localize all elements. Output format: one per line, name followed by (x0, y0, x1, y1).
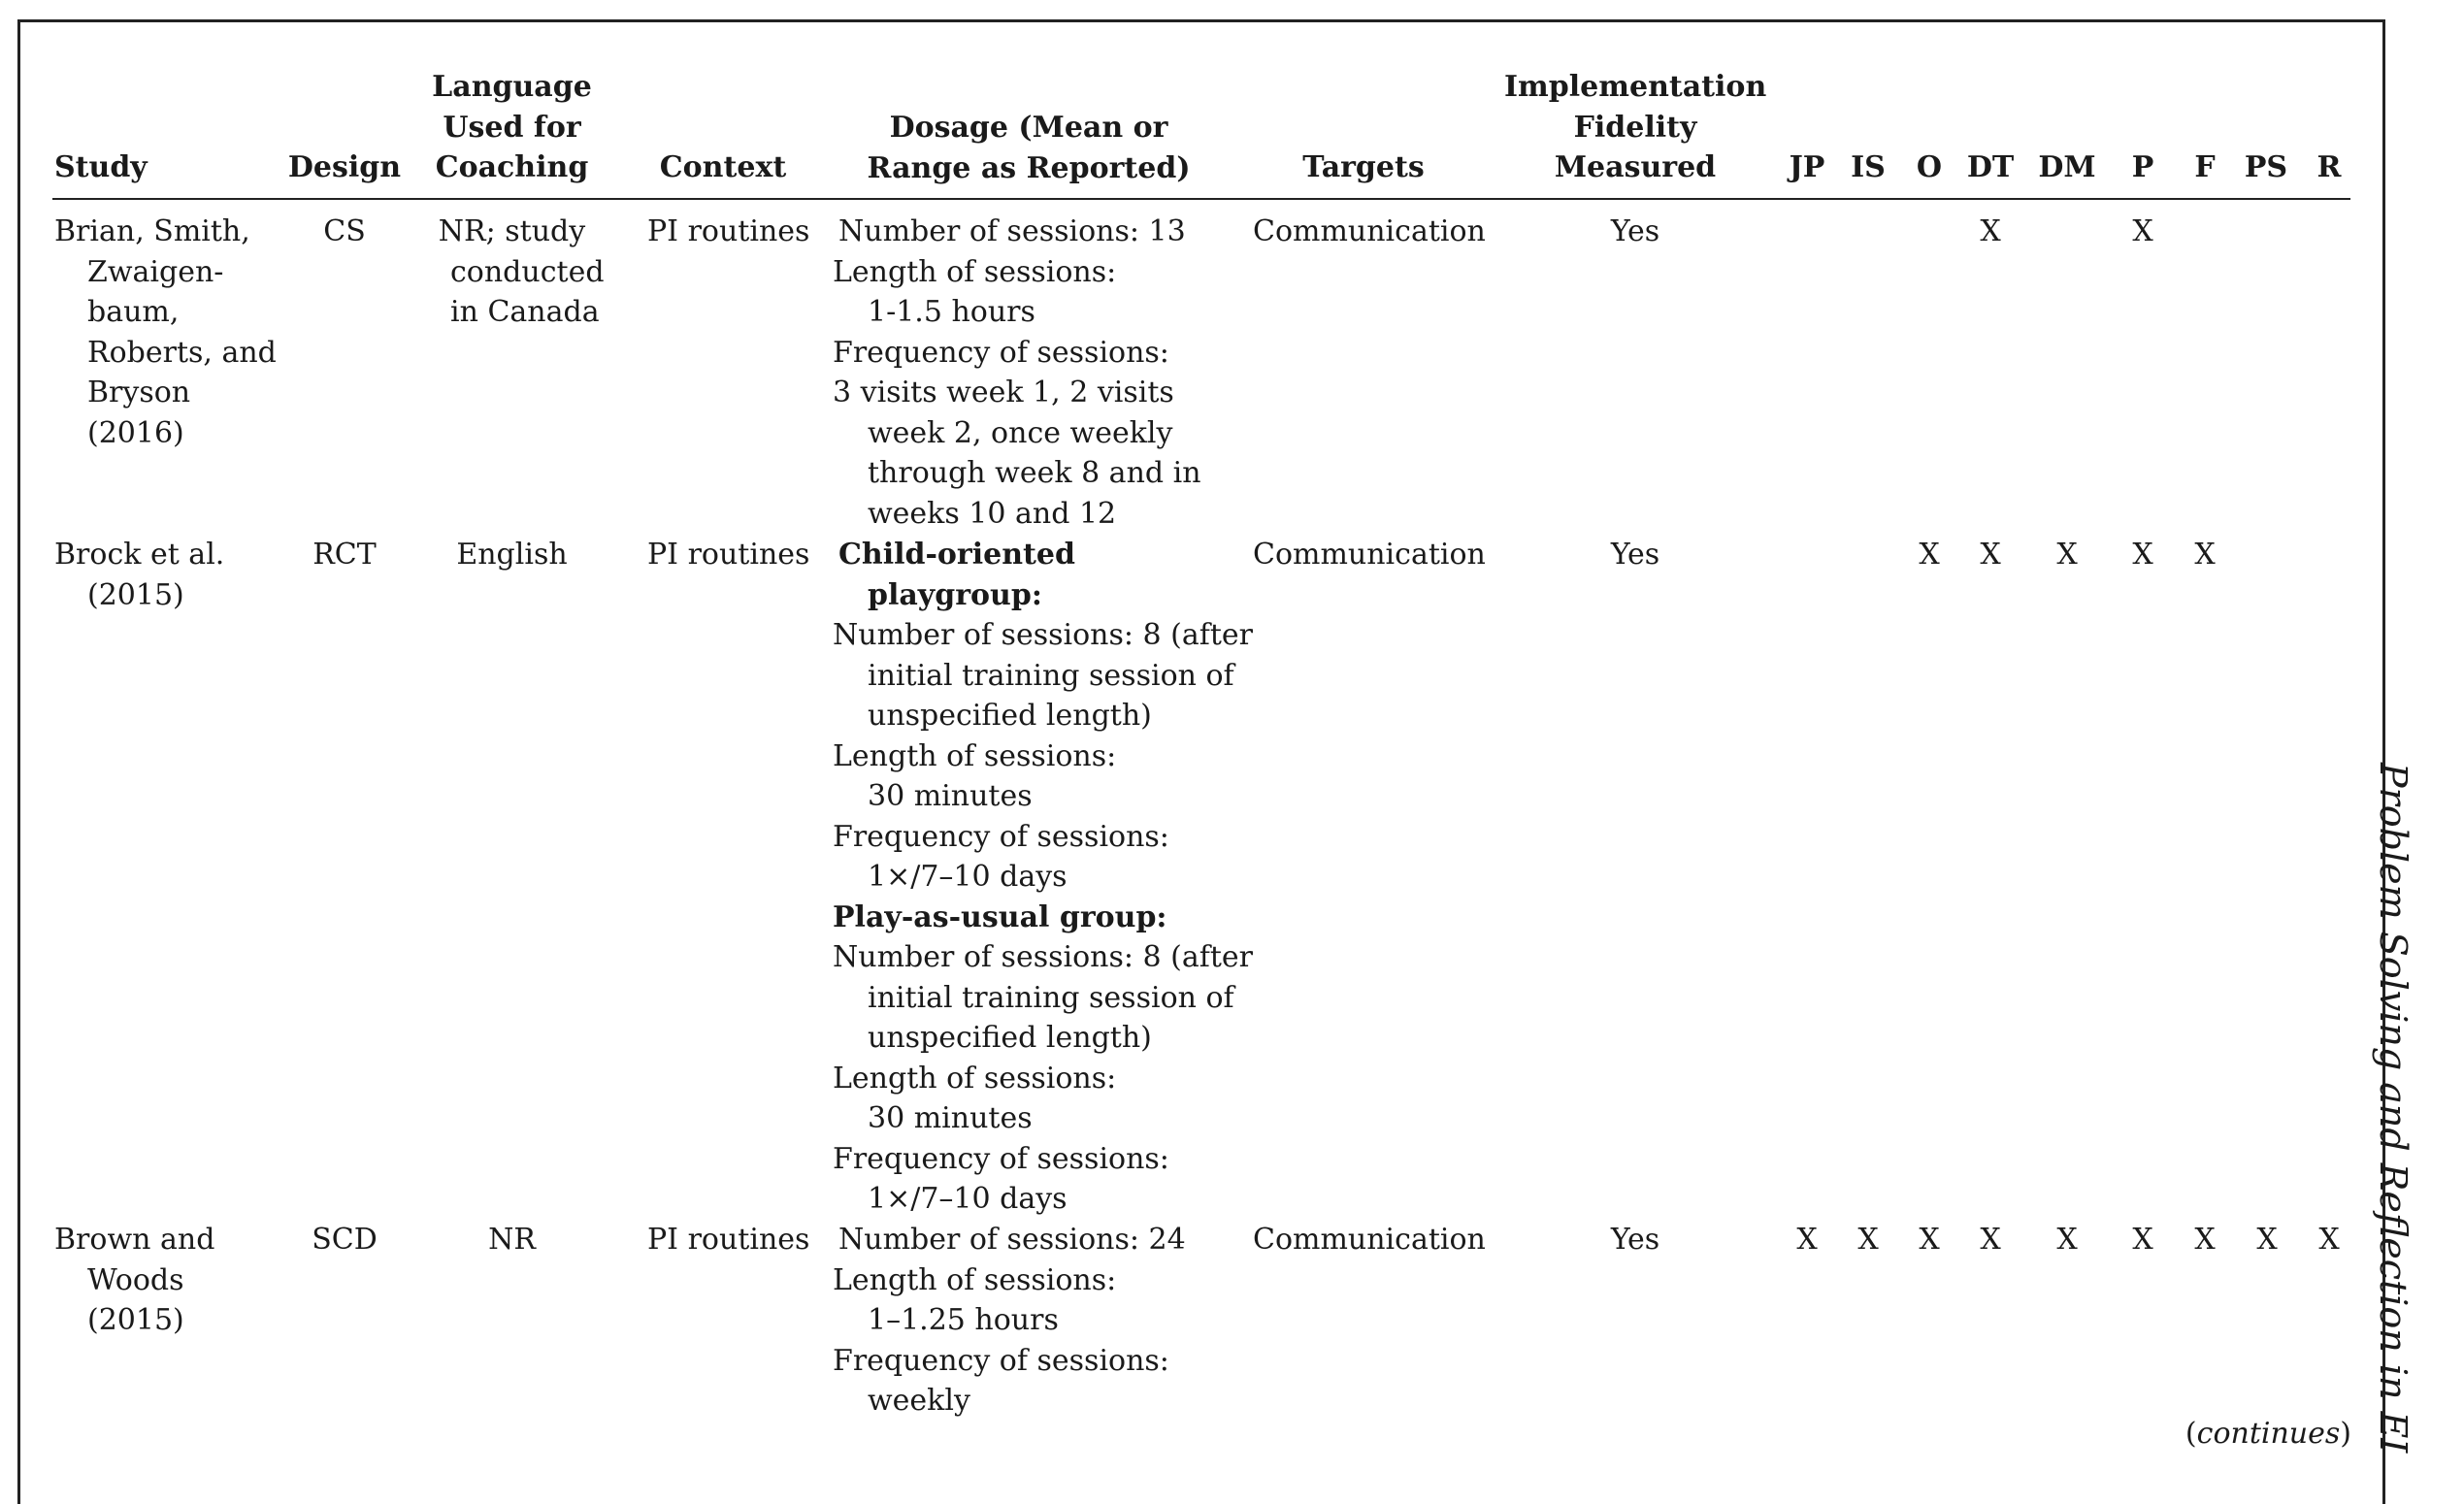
dosage-line: 1-1.5 hours (868, 295, 1035, 329)
targets-cell: Communication (1253, 538, 1486, 572)
study-cell (54, 535, 224, 615)
language-line: conducted (450, 254, 605, 289)
header-language-line: Coaching (435, 150, 589, 184)
header-p: P (2131, 150, 2154, 184)
language-cell: NR (488, 1223, 536, 1257)
mark-p: X (2132, 538, 2153, 572)
dosage-line: initial training session of (868, 658, 1234, 693)
design-cell: SCD (312, 1223, 378, 1257)
mark-dm: X (2056, 1223, 2078, 1257)
continues-note: (continues) (2185, 1417, 2351, 1451)
dosage-line: 1×/7–10 days (868, 1182, 1068, 1216)
header-dm: DM (2038, 150, 2096, 184)
dosage-line: initial training session of (868, 980, 1234, 1015)
mark-f: X (2194, 1223, 2216, 1257)
header-study: Study (54, 150, 148, 184)
dosage-line: weekly (868, 1384, 970, 1418)
header-is: IS (1851, 150, 1886, 184)
header-jp: JP (1789, 150, 1825, 184)
mark-o: X (1919, 538, 1940, 572)
dosage-line: week 2, once weekly (868, 415, 1173, 450)
running-head: Problem Solving and Reflection in EI (2372, 763, 2415, 1454)
dosage-line: unspecified length) (868, 1021, 1152, 1055)
mark-dt: X (1980, 1223, 2001, 1257)
dosage-cell (833, 1220, 1186, 1422)
header-dosage-line: Dosage (Mean or (889, 111, 1168, 145)
study-cell (54, 212, 277, 453)
dosage-line: unspecified length) (868, 699, 1152, 733)
study-line: baum, (87, 295, 180, 329)
dosage-line: Number of sessions: 8 (after (833, 618, 1253, 652)
header-fidelity-line: Fidelity (1573, 110, 1697, 145)
header-context: Context (659, 150, 787, 184)
study-line: Brown and (54, 1223, 215, 1257)
mark-p: X (2132, 1223, 2153, 1257)
dosage-line: 30 minutes (868, 779, 1033, 813)
dosage-line: Length of sessions: (833, 738, 1117, 773)
dosage-line: 1×/7–10 days (868, 860, 1068, 894)
study-line: (2015) (87, 577, 184, 612)
header-rule (52, 198, 2350, 200)
dosage-line: 3 visits week 1, 2 visits (833, 376, 1174, 409)
header-targets: Targets (1302, 150, 1425, 184)
header-fidelity-line: Measured (1554, 150, 1717, 184)
header-dosage (854, 108, 1203, 188)
dosage-line: through week 8 and in (868, 456, 1201, 490)
language-cell (427, 212, 605, 333)
header-fidelity (1504, 67, 1766, 188)
dosage-line: 1–1.25 hours (868, 1303, 1059, 1337)
dosage-line: Frequency of sessions: (833, 1343, 1169, 1378)
targets-cell: Communication (1253, 214, 1486, 248)
mark-ps: X (2256, 1223, 2278, 1257)
dosage-line: Child-oriented (838, 538, 1075, 572)
context-cell: PI routines (647, 538, 810, 572)
study-line: Zwaigen- (87, 254, 224, 289)
continues-text: continues (2196, 1417, 2341, 1451)
context-cell: PI routines (647, 1223, 810, 1257)
mark-is: X (1857, 1223, 1879, 1257)
header-design: Design (287, 150, 402, 184)
dosage-line: Number of sessions: 8 (after (833, 940, 1253, 974)
study-line: Brock et al. (54, 538, 225, 572)
dosage-line: Length of sessions: (833, 1262, 1117, 1297)
header-fidelity-line: Implementation (1504, 70, 1767, 104)
mark-r: X (2318, 1223, 2340, 1257)
study-cell (54, 1220, 214, 1341)
study-line: (2015) (87, 1303, 184, 1337)
fidelity-cell: Yes (1610, 1223, 1660, 1257)
language-line: NR; study (438, 214, 586, 248)
mark-o: X (1919, 1223, 1940, 1257)
study-line: Bryson (87, 376, 191, 409)
header-language-line: Language (432, 70, 592, 104)
header-f: F (2194, 150, 2216, 184)
header-r: R (2316, 150, 2342, 184)
study-line: Brian, Smith, (54, 214, 250, 248)
dosage-line: Frequency of sessions: (833, 819, 1169, 854)
dosage-line: Play-as-usual group: (833, 899, 1167, 934)
study-line: Roberts, and (87, 335, 277, 370)
header-language (427, 67, 597, 188)
mark-dt: X (1980, 214, 2001, 248)
header-ps: PS (2244, 150, 2288, 184)
design-cell: RCT (312, 538, 377, 572)
study-line: (2016) (87, 415, 184, 450)
dosage-line: 30 minutes (868, 1101, 1033, 1135)
language-line: in Canada (450, 295, 600, 329)
dosage-line: Length of sessions: (833, 1061, 1117, 1095)
language-cell: English (456, 538, 568, 572)
dosage-line: Frequency of sessions: (833, 335, 1169, 370)
dosage-line: Number of sessions: 13 (838, 214, 1186, 248)
context-cell: PI routines (647, 214, 810, 248)
header-dosage-line: Range as Reported) (867, 150, 1191, 185)
dosage-line: weeks 10 and 12 (868, 496, 1117, 531)
header-dt: DT (1966, 150, 2015, 184)
dosage-cell (833, 212, 1201, 534)
fidelity-cell: Yes (1610, 214, 1660, 248)
targets-cell: Communication (1253, 1223, 1486, 1257)
mark-jp: X (1796, 1223, 1818, 1257)
design-cell: CS (323, 214, 366, 248)
header-o: O (1916, 150, 1943, 184)
mark-dm: X (2056, 538, 2078, 572)
fidelity-cell: Yes (1610, 538, 1660, 572)
mark-p: X (2132, 214, 2153, 248)
header-language-line: Used for (443, 110, 581, 145)
mark-dt: X (1980, 538, 2001, 572)
mark-f: X (2194, 538, 2216, 572)
dosage-line: playgroup: (868, 577, 1042, 612)
dosage-cell (833, 535, 1253, 1220)
dosage-line: Number of sessions: 24 (838, 1223, 1186, 1257)
dosage-line: Length of sessions: (833, 254, 1117, 289)
study-line: Woods (87, 1262, 184, 1297)
dosage-line: Frequency of sessions: (833, 1141, 1169, 1176)
